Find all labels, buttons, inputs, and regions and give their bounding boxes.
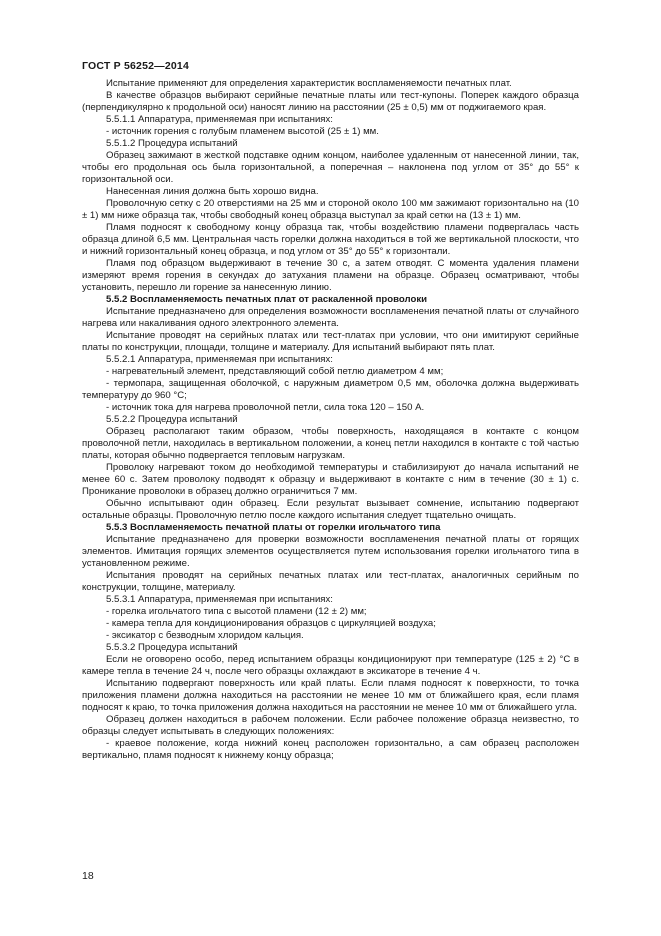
paragraph: - эксикатор с безводным хлоридом кальция. — [106, 630, 304, 641]
paragraph: 5.5.2.1 Аппаратура, применяемая при испытаниях: — [106, 354, 333, 365]
paragraph: Испытание проводят на серийных платах или тест-платах при условии, что они имитируют серийные платы по конструкции, площади, толщине и материалу. Для испытаний выбирают пять плат. — [82, 330, 579, 353]
paragraph: В качестве образцов выбирают серийные печатные платы или тест-купоны. Поперек каждого образца (перпендикулярно к продольной оси) наносят линию на расстоянии (25 ± 0,5) мм от поджигаемого края. — [82, 90, 579, 113]
paragraph: Испытание предназначено для проверки возможности воспламенения печатной платы от горящих элементов. Имитация горящих элементов осуществляется путем использования горелки игольчатого типа в установленном режиме. — [82, 534, 579, 569]
paragraph: Образец располагают таким образом, чтобы поверхность, находящаяся в контакте с концом проволочной петли, находилась в вертикальном положении, а конец петли находился в контакте с той частью платы, которая обычно подвергается тепловым нагрузкам. — [82, 426, 579, 461]
paragraph: - нагревательный элемент, представляющий собой петлю диаметром 4 мм; — [106, 366, 444, 377]
document-body — [82, 78, 579, 762]
paragraph: - термопара, защищенная оболочкой, с наружным диаметром 0,5 мм, оболочка должна выдерживать температуру до 960 °С; — [82, 378, 579, 401]
paragraph: Обычно испытывают один образец. Если результат вызывает сомнение, испытанию подвергают остальные образцы. Проволочную петлю после каждого испытания следует тщательно очищать. — [82, 498, 579, 521]
paragraph: 5.5.1.1 Аппаратура, применяемая при испытаниях: — [106, 114, 333, 125]
paragraph: - краевое положение, когда нижний конец расположен горизонтально, а сам образец расположен вертикально, пламя подносят к нижнему концу образца; — [82, 738, 579, 761]
paragraph: 5.5.3.2 Процедура испытаний — [106, 642, 238, 653]
paragraph: Образец должен находиться в рабочем положении. Если рабочее положение образца неизвестно, то образцы следует испытывать в следующих положениях: — [82, 714, 579, 737]
section-heading: 5.5.2 Воспламеняемость печатных плат от раскаленной проволоки — [106, 294, 428, 305]
paragraph: Испытанию подвергают поверхность или край платы. Если пламя подносят к поверхности, то точка приложения пламени должна находиться на расстоянии не менее 10 мм от ближайшего края, если пламя подносят к краю, то точка приложения должна находиться на расстоянии не менее 10 мм от ближайшего угла. — [82, 678, 579, 713]
paragraph: - горелка игольчатого типа с высотой пламени (12 ± 2) мм; — [106, 606, 367, 617]
paragraph: 5.5.2.2 Процедура испытаний — [106, 414, 238, 425]
paragraph: Проволоку нагревают током до необходимой температуры и стабилизируют до начала испытаний не менее 60 с. Затем проволоку подводят к образцу и выдерживают в контакте с ним в течение (30 ± 1) с. Проникание проволоки в образец должно ограничиться 7 мм. — [82, 462, 579, 497]
paragraph: Испытания проводят на серийных печатных платах или тест-платах, аналогичных серийным по конструкции, толщине, материалу. — [82, 570, 579, 593]
page-number: 18 — [82, 870, 94, 882]
paragraph: Пламя под образцом выдерживают в течение 30 с, а затем отводят. С момента удаления пламени измеряют время горения в секундах до затухания пламени на образце. Образец осматривают, чтобы установить, перешло ли горение за нанесенную линию. — [82, 258, 579, 293]
paragraph: - источник тока для нагрева проволочной петли, сила тока 120 – 150 А. — [106, 402, 425, 413]
paragraph: Если не оговорено особо, перед испытанием образцы кондиционируют при температуре (125 ± 2) °С в камере тепла в течение 24 ч, после чего образцы охлаждают в эксикаторе в течение 4 ч. — [82, 654, 579, 677]
document-header: ГОСТ Р 56252—2014 — [82, 60, 190, 72]
paragraph: Проволочную сетку с 20 отверстиями на 25 мм и стороной около 100 мм зажимают горизонтально на (10 ± 1) мм ниже образца так, чтобы свободный конец образца выступал за край сетки на (13 ± 1) мм. — [82, 198, 579, 221]
paragraph: - камера тепла для кондиционирования образцов с циркуляцией воздуха; — [106, 618, 436, 629]
paragraph: Пламя подносят к свободному концу образца так, чтобы воздействию пламени подвергалась часть образца длиной 6,5 мм. Центральная часть горелки должна находиться в той же вертикальной плоскости, что и нижний горизонтальный конец образца, и под углом от 35° до 55° к горизонтали. — [82, 222, 579, 257]
paragraph: - источник горения с голубым пламенем высотой (25 ± 1) мм. — [106, 126, 379, 137]
paragraph: Испытание применяют для определения характеристик воспламеняемости печатных плат. — [106, 78, 512, 89]
paragraph: 5.5.3.1 Аппаратура, применяемая при испытаниях: — [106, 594, 333, 605]
paragraph: 5.5.1.2 Процедура испытаний — [106, 138, 238, 149]
paragraph: Образец зажимают в жесткой подставке одним концом, наиболее удаленным от нанесенной линии, так, чтобы его продольная ось была горизонтальной, а поперечная – наклонена под углом от 35° до 55° к горизонтальной оси. — [82, 150, 579, 185]
paragraph: Нанесенная линия должна быть хорошо видна. — [106, 186, 319, 197]
section-heading: 5.5.3 Воспламеняемость печатной платы от горелки игольчатого типа — [106, 522, 441, 533]
paragraph: Испытание предназначено для определения возможности воспламенения печатной платы от случайного нагрева или накаливания одного электронного элемента. — [82, 306, 579, 329]
